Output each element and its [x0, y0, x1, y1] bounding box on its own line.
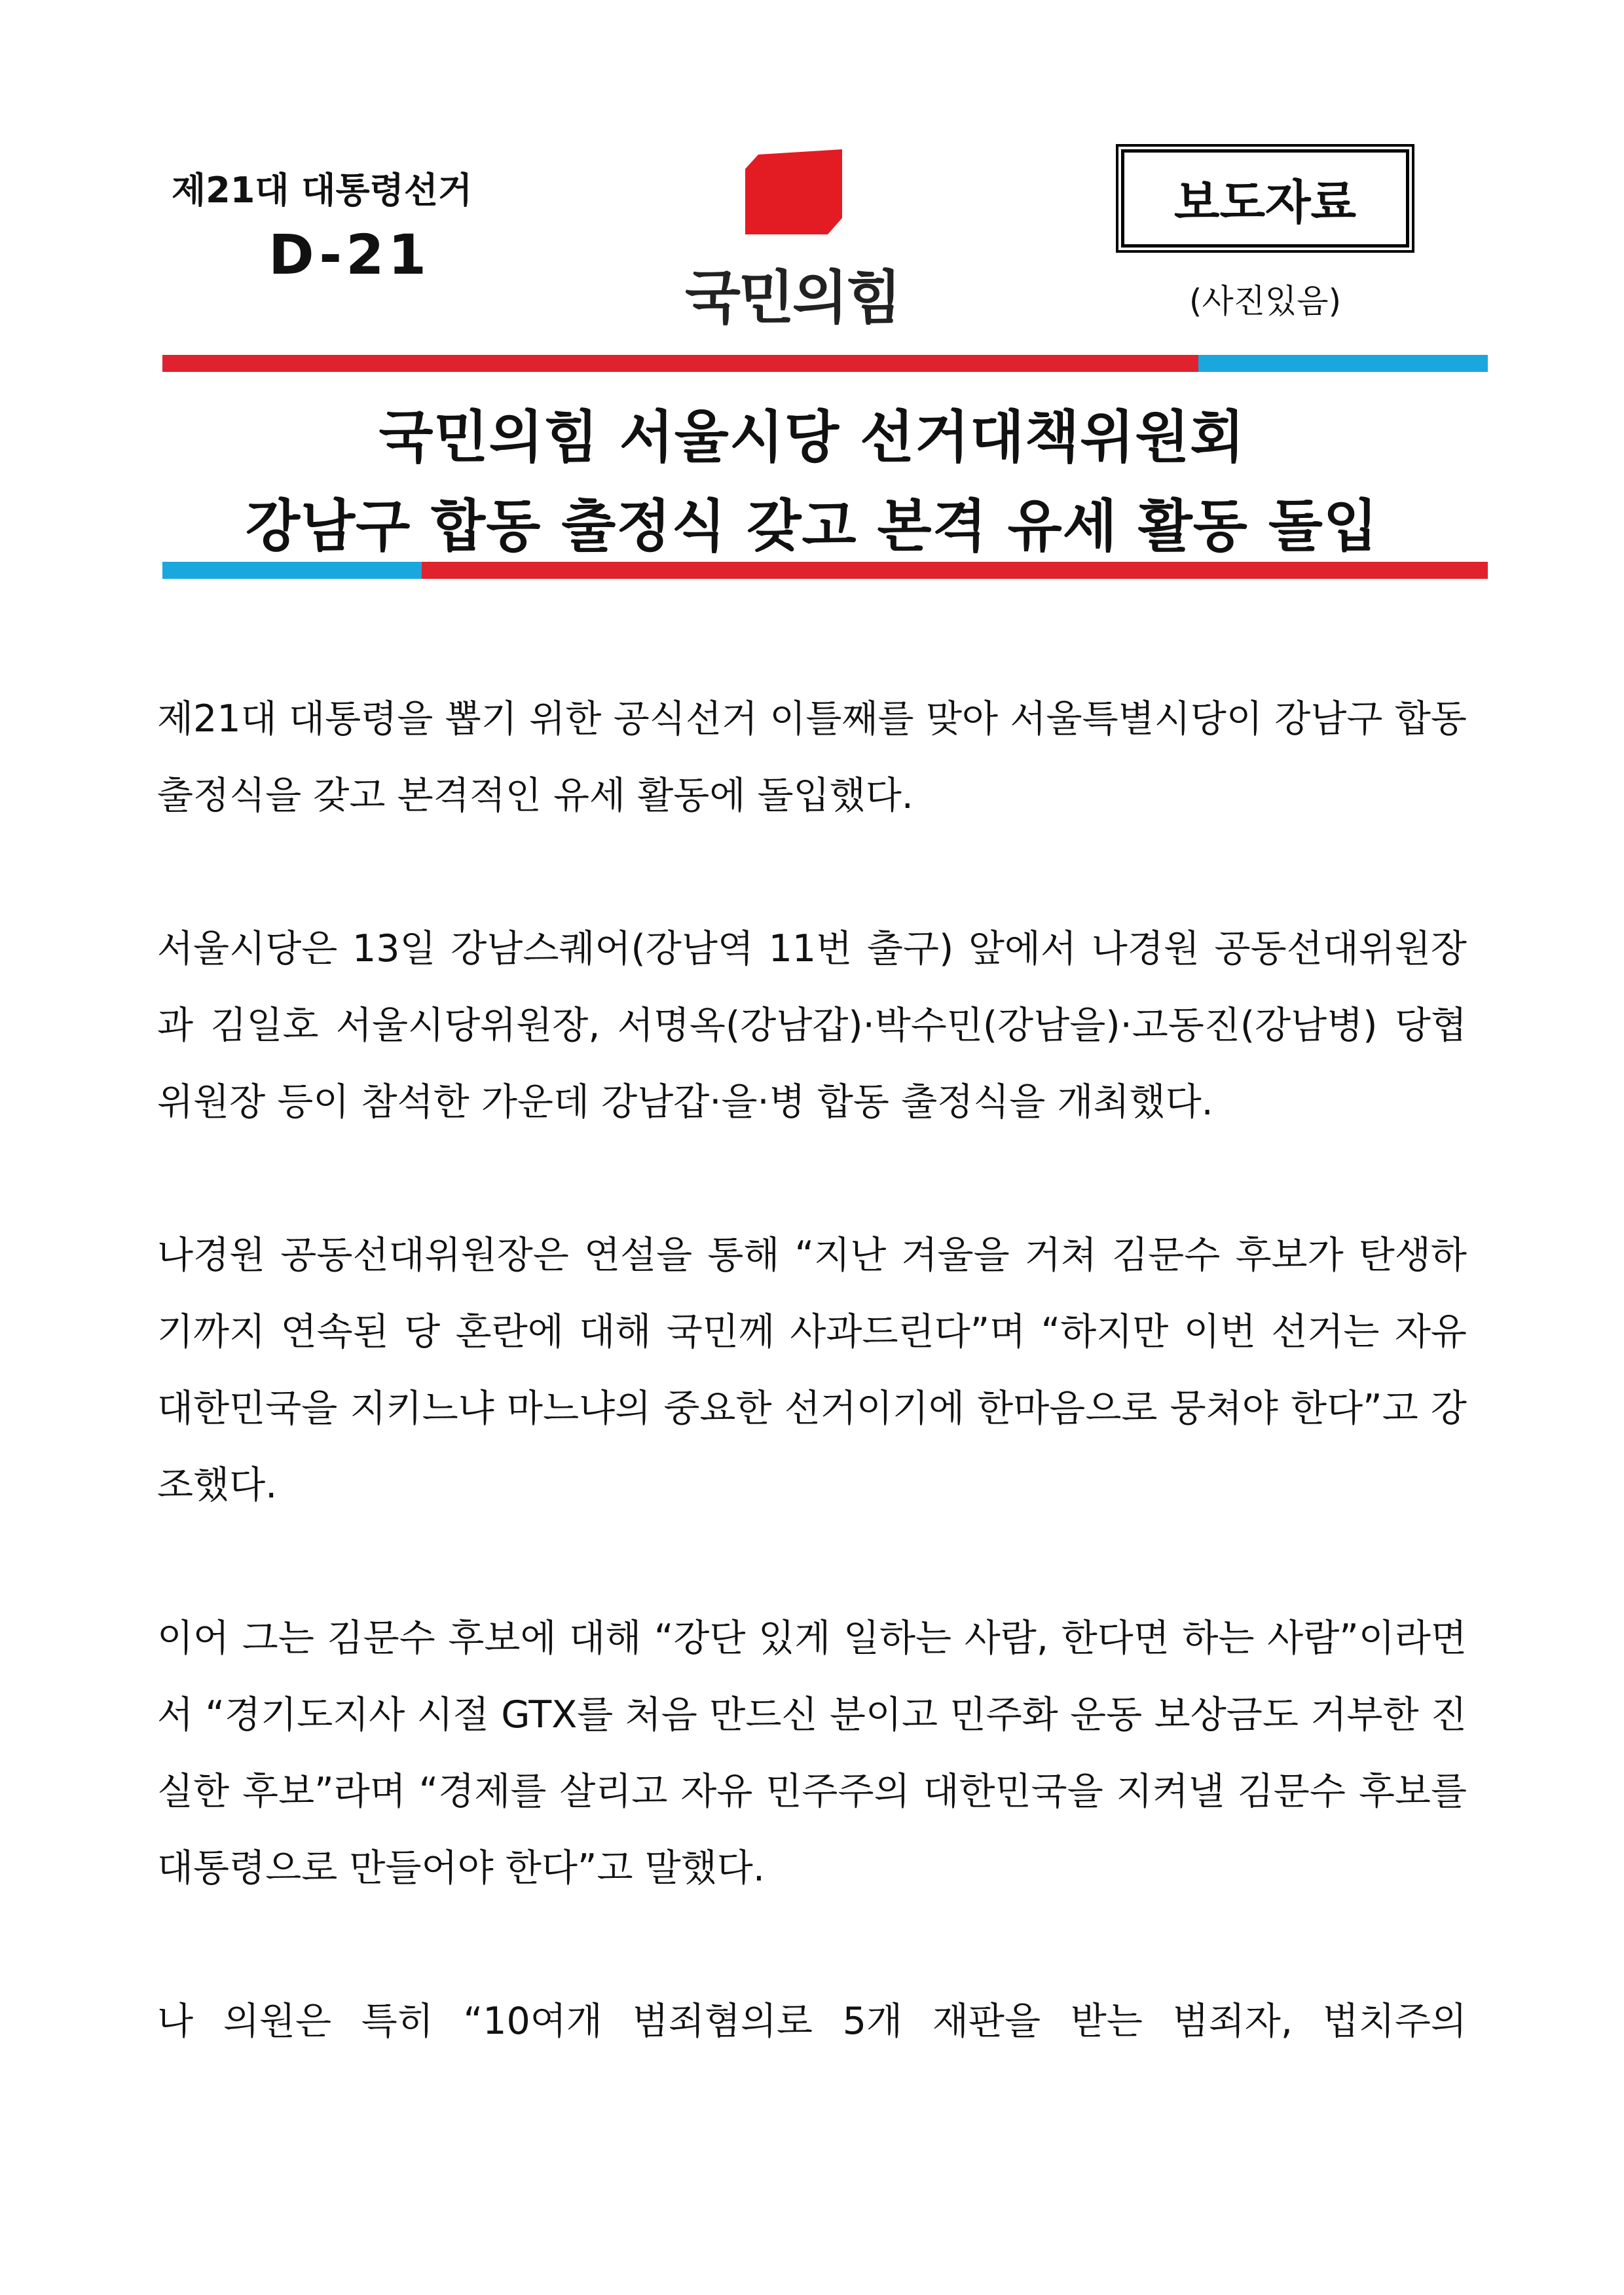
- paragraph: 제21대 대통령을 뽑기 위한 공식선거 이틀째를 맞아 서울특별시당이 강남구 합동 출정식을 갖고 본격적인 유세 활동에 돌입했다.: [157, 697, 1467, 817]
- top-divider-blue: [1198, 355, 1488, 372]
- party-logo-icon: [745, 149, 842, 234]
- headline-line-2: 강남구 합동 출정식 갖고 본격 유세 활동 돌입: [246, 494, 1378, 559]
- top-divider-red: [162, 355, 1198, 372]
- d-day-counter: D-21: [268, 223, 431, 287]
- headline-line-1: 국민의힘 서울시당 선거대책위원회: [378, 405, 1246, 470]
- party-logo-text: 국민의힘: [684, 264, 900, 331]
- paragraph: 나 의원은 특히 “10여개 범죄혐의로 5개 재판을 받는 범죄자, 법치주의: [157, 2000, 1467, 2043]
- paragraph: 서울시당은 13일 강남스퀘어(강남역 11번 출구) 앞에서 나경원 공동선대위원장과 김일호 서울시당위원장, 서명옥(강남갑)·박수민(강남을)·고동진(강남병) 당협위원장 등이 참석한 가운데 강남갑·을·병 합동 출정식을 개최했다.: [157, 927, 1467, 1124]
- photo-note: (사진있음): [1189, 282, 1342, 320]
- bottom-divider-red: [422, 562, 1488, 579]
- press-release-label: 보도자료: [1121, 149, 1409, 248]
- paragraph: 나경원 공동선대위원장은 연설을 통해 “지난 겨울을 거쳐 김문수 후보가 탄생하기까지 연속된 당 혼란에 대해 국민께 사과드린다”며 “하지만 이번 선거는 자유 대한민국을 지키느냐 마느냐의 중요한 선거이기에 한마음으로 뭉쳐야 한다”고 강조했다.: [157, 1234, 1467, 1507]
- bottom-divider-blue: [162, 562, 422, 579]
- election-title: 제21대 대통령선거: [172, 170, 473, 211]
- article-body: [157, 681, 1467, 2137]
- paragraph: 이어 그는 김문수 후보에 대해 “강단 있게 일하는 사람, 한다면 하는 사람”이라면서 “경기도지사 시절 GTX를 처음 만드신 분이고 민주화 운동 보상금도 거부한 진실한 후보”라며 “경제를 살리고 자유 민주주의 대한민국을 지켜낼 김문수 후보를 대통령으로 만들어야 한다”고 말했다.: [157, 1617, 1467, 1890]
